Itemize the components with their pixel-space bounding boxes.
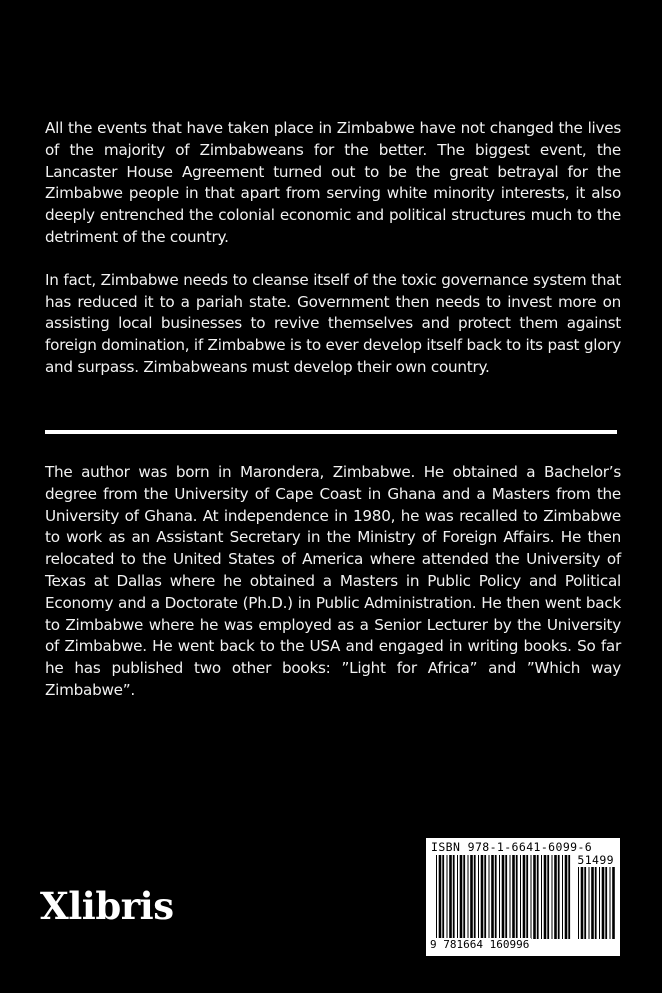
barcode-bar <box>562 855 563 939</box>
ean-digits: 9 781664 160996 <box>430 938 530 951</box>
barcode-bar <box>516 855 518 948</box>
barcode-bar <box>595 867 597 939</box>
barcode-bar <box>544 855 547 939</box>
barcode-bar <box>453 855 455 939</box>
barcode-bar <box>491 855 494 939</box>
barcode-bar <box>436 855 437 948</box>
author-bio-text: The author was born in Marondera, Zimbabwe. He obtained a Bachelor’s degree from the University of Cape Coast in Ghana and a Masters from the University of Ghana. At independence in 1980, he was recalled to Zimbabwe to work as an Assistant Secretary in the Ministry of Foreign Affairs. He then relocated to the United States of America where attended the University of Texas at Dallas where he obtained a Masters in Public Policy and Political Economy and a Doctorate (Ph.D.) in Public Administration. He then went back to Zimbabwe where he was employed as a Senior Lecturer by the University of Zimbabwe. He went back to the USA and engaged in writing books. So far he has published two other books: ”Light for Africa” and ”Which way Zimbabwe”. <box>45 463 621 699</box>
barcode-bar <box>449 855 452 939</box>
barcode-bar <box>484 855 486 939</box>
author-bio <box>45 462 621 702</box>
barcode-bar <box>568 855 570 939</box>
barcode-bar <box>460 855 463 939</box>
barcode-bar <box>481 855 484 939</box>
barcode-bar <box>552 855 553 939</box>
barcode-bar <box>474 855 476 939</box>
section-divider <box>45 430 617 434</box>
back-cover-blurb <box>45 118 621 379</box>
barcode-bar <box>584 867 586 939</box>
barcode-bar <box>581 867 584 939</box>
barcode-bar <box>505 855 507 939</box>
barcode-bar <box>442 855 444 939</box>
barcode-bar <box>612 867 615 939</box>
barcode-bar <box>605 867 607 939</box>
barcode-bar <box>463 855 465 939</box>
barcode-bar <box>510 855 511 939</box>
price-code: 51499 <box>577 853 614 867</box>
barcode-bar <box>589 867 590 939</box>
ean-barcode-bars <box>435 855 573 948</box>
barcode-bar <box>523 855 526 939</box>
barcode-bar <box>554 855 557 939</box>
barcode-bar <box>602 867 605 939</box>
barcode-bar <box>526 855 528 939</box>
barcode-bar <box>533 855 536 939</box>
barcode-bar <box>470 855 473 939</box>
barcode-bar <box>541 855 542 939</box>
barcode-bar <box>531 855 532 939</box>
barcode-bar <box>447 855 448 939</box>
addon-barcode-bars <box>577 867 615 948</box>
barcode-bar <box>520 855 521 948</box>
isbn-label: ISBN 978-1-6641-6099-6 <box>431 840 593 854</box>
barcode-bar <box>502 855 505 939</box>
barcode-bar <box>512 855 515 939</box>
barcode-bar <box>489 855 490 939</box>
barcode-bar <box>468 855 469 939</box>
barcode-bar <box>558 855 560 939</box>
barcode-bar <box>478 855 479 939</box>
barcode-bar <box>495 855 497 939</box>
barcode-bar <box>578 867 579 939</box>
barcode-bar <box>457 855 458 939</box>
isbn-barcode <box>426 838 620 956</box>
publisher-logo: Xlibris <box>40 884 174 928</box>
blurb-paragraph-2: In fact, Zimbabwe needs to cleanse itself of the toxic governance system that has reduced it to a pariah state. Government then needs to invest more on assisting local businesses to revive themselves and protect them against foreign domination, if Zimbabwe is to ever develop itself back to its past glory and surpass. Zimbabweans must develop their own country. <box>45 270 621 376</box>
barcode-bar <box>439 855 442 948</box>
barcode-bar <box>610 867 611 939</box>
barcode-bar <box>565 855 568 939</box>
barcode-bar <box>591 867 594 939</box>
barcode-bar <box>547 855 549 939</box>
barcode-bar <box>599 867 600 939</box>
barcode-bar <box>537 855 539 939</box>
barcode-bar <box>499 855 500 939</box>
blurb-paragraph-1: All the events that have taken place in Zimbabwe have not changed the lives of the majority of Zimbabweans for the better. The biggest event, the Lancaster House Agreement turned out to be the great betrayal for the Zimbabwe people in that apart from serving white minority interests, it also deeply entrenched the colonial economic and political structures much to the detriment of the country. <box>45 119 621 246</box>
